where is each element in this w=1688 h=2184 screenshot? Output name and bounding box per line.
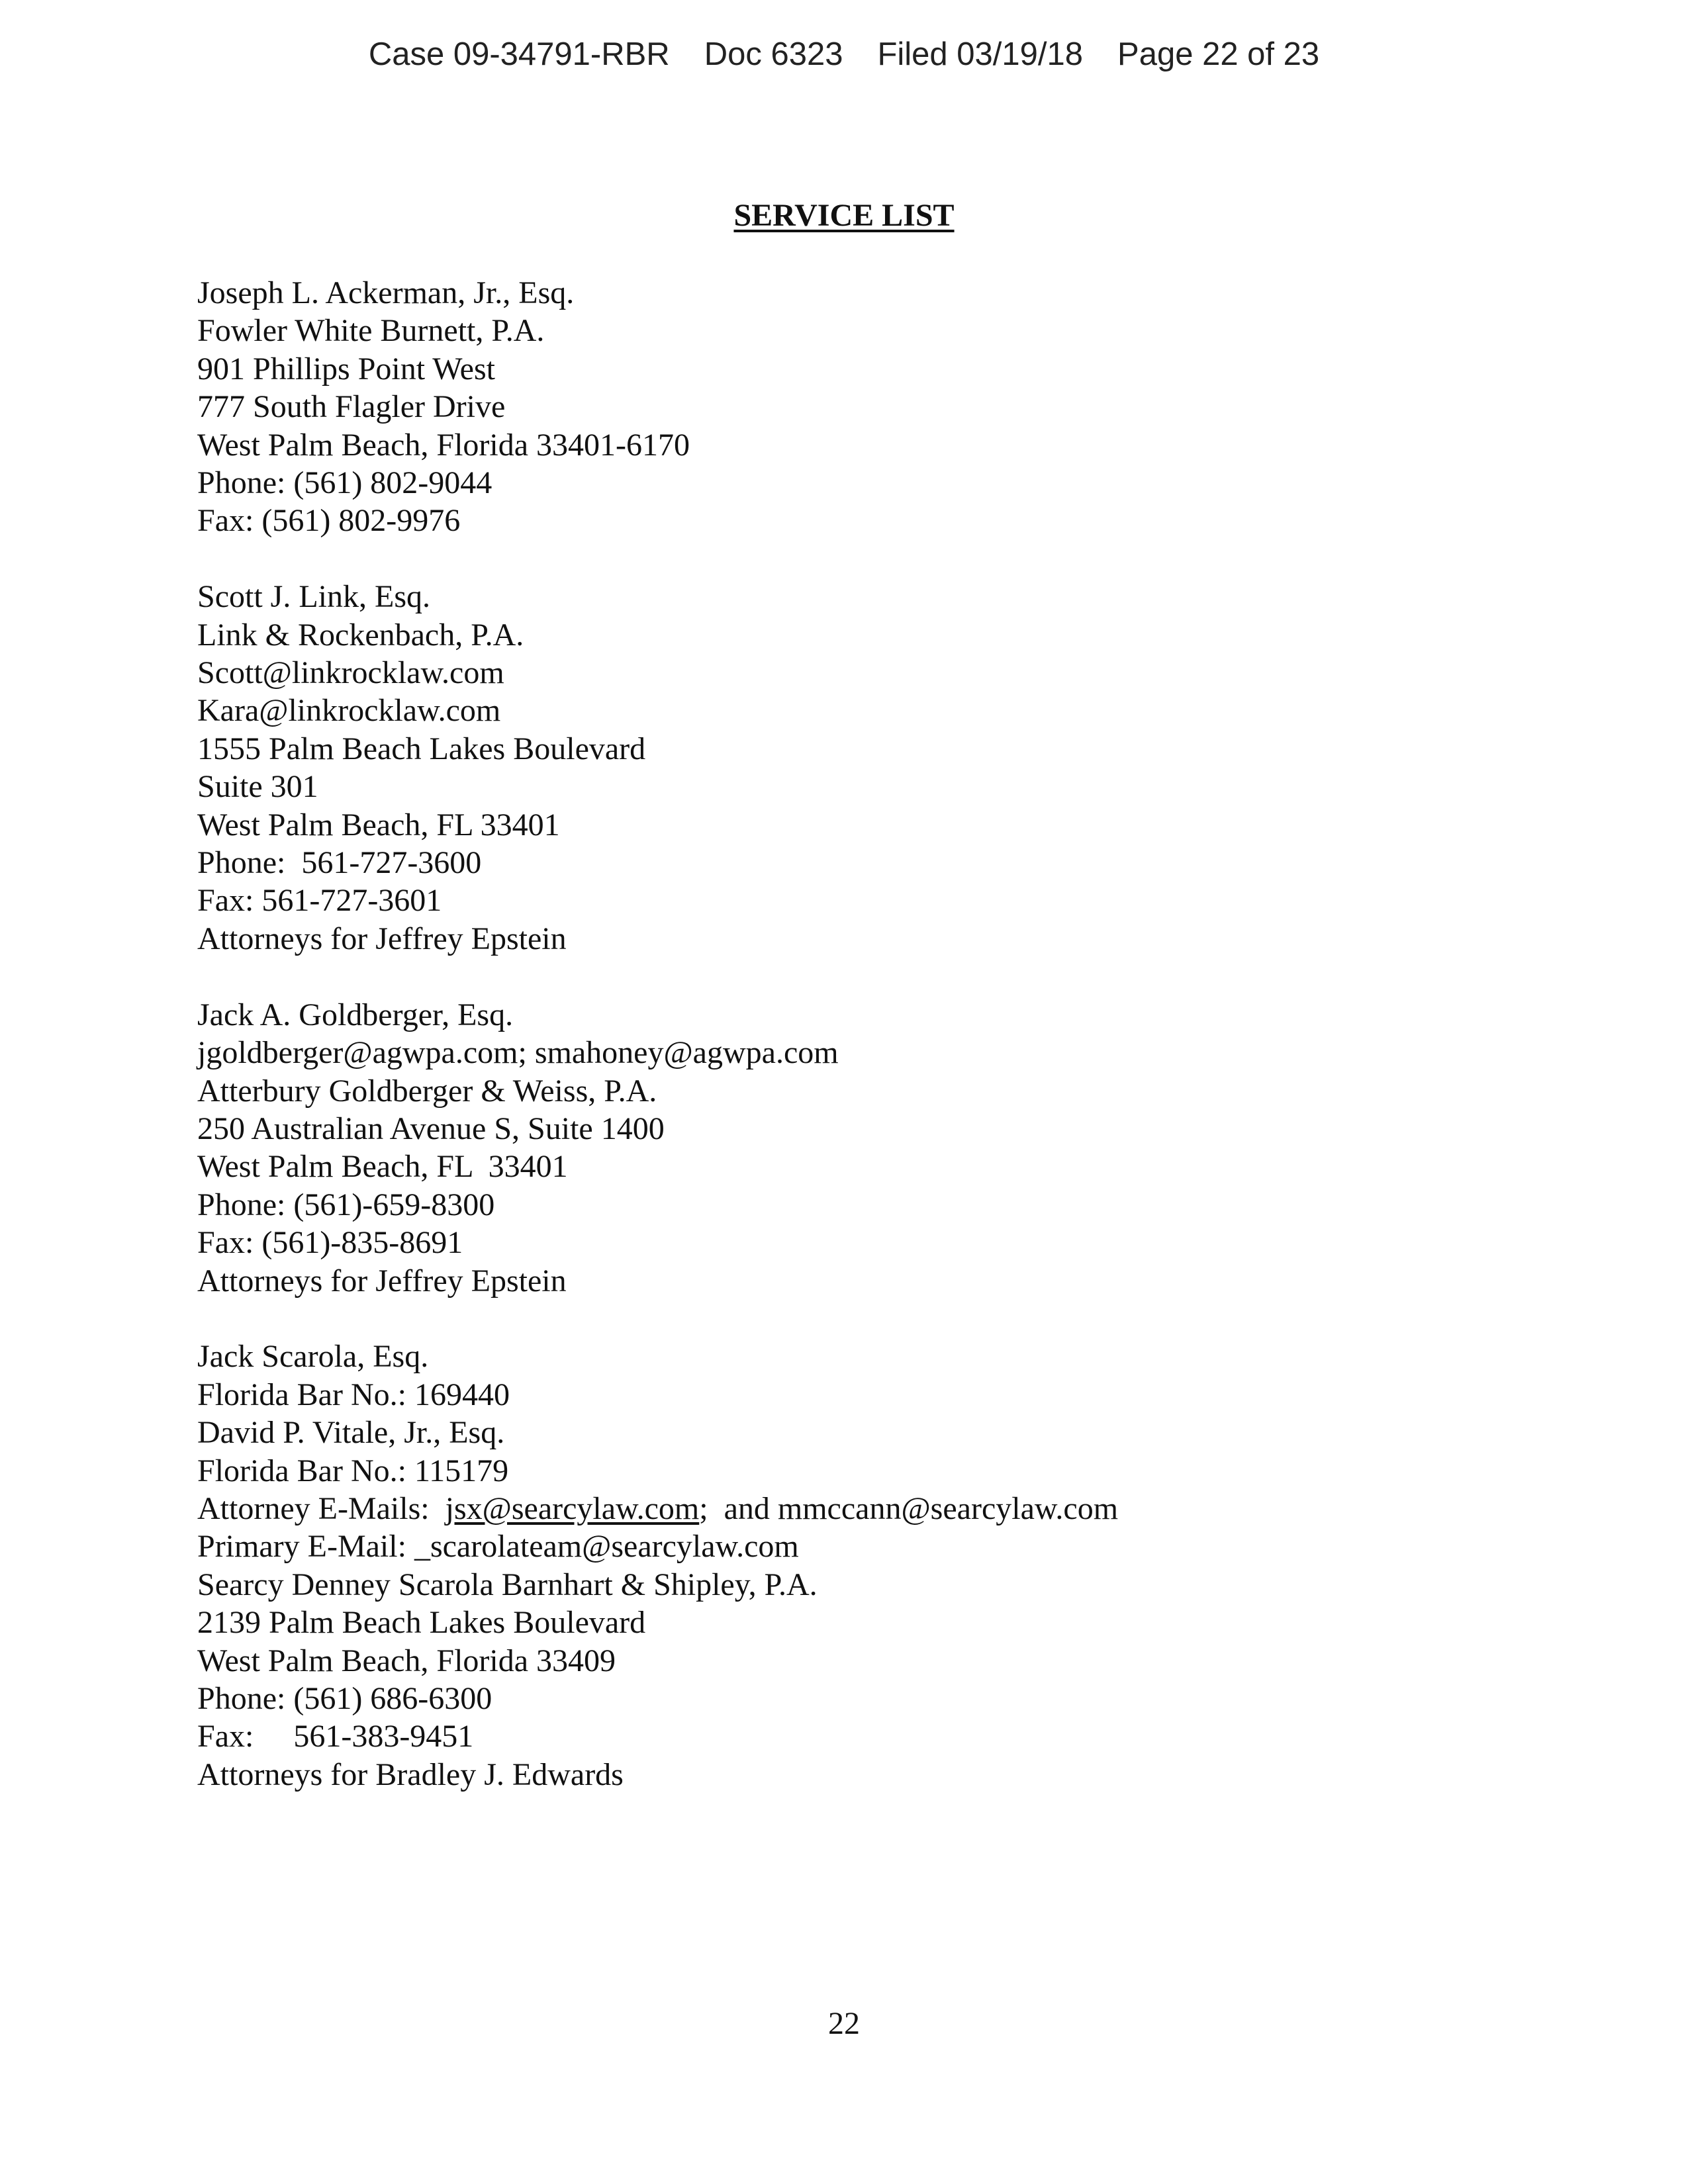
entry-line: Attorneys for Bradley J. Edwards — [197, 1756, 624, 1792]
case-number: Case 09-34791-RBR — [368, 36, 670, 72]
entry-line: West Palm Beach, FL 33401 — [197, 1149, 568, 1185]
entry-line: Scott@linkrocklaw.com — [197, 655, 504, 691]
entry-line: Atterbury Goldberger & Weiss, P.A. — [197, 1073, 657, 1109]
page-count: Page 22 of 23 — [1117, 36, 1320, 72]
entry-line: Scott J. Link, Esq. — [197, 579, 431, 615]
entry-line: Florida Bar No.: 169440 — [197, 1377, 510, 1412]
entry-line: 901 Phillips Point West — [197, 351, 495, 387]
entry-line: 2139 Palm Beach Lakes Boulevard — [197, 1605, 646, 1641]
entry-line: West Palm Beach, Florida 33409 — [197, 1643, 616, 1678]
entry-line: Fax: (561)-835-8691 — [197, 1225, 463, 1261]
entry-line: Fax: 561-383-9451 — [197, 1719, 474, 1754]
attorney-emails-line — [197, 1490, 1521, 1527]
service-list — [197, 274, 1521, 1832]
entry-line: West Palm Beach, FL 33401 — [197, 807, 560, 842]
entry-line: Phone: 561-727-3600 — [197, 845, 482, 881]
entry-line: Joseph L. Ackerman, Jr., Esq. — [197, 275, 575, 310]
case-header — [0, 36, 1688, 73]
service-entry-scarola — [197, 1338, 1521, 1794]
service-entry-goldberger — [197, 996, 1521, 1300]
entry-line: Jack Scarola, Esq. — [197, 1339, 429, 1375]
entry-line: 250 Australian Avenue S, Suite 1400 — [197, 1111, 665, 1146]
entry-line: Florida Bar No.: 115179 — [197, 1453, 509, 1488]
entry-line: Attorneys for Jeffrey Epstein — [197, 921, 567, 956]
page-number: 22 — [828, 2006, 860, 2041]
service-entry-ackerman — [197, 274, 1521, 540]
entry-line: Fax: (561) 802-9976 — [197, 503, 461, 539]
entry-line: David P. Vitale, Jr., Esq. — [197, 1415, 505, 1451]
page-title: SERVICE LIST — [733, 198, 955, 233]
emails-suffix: ; and mmccann@searcylaw.com — [699, 1490, 1119, 1526]
entry-line: Phone: (561) 802-9044 — [197, 465, 492, 501]
filed-date: Filed 03/19/18 — [877, 36, 1084, 72]
entry-line: West Palm Beach, Florida 33401-6170 — [197, 427, 690, 463]
doc-number: Doc 6323 — [704, 36, 843, 72]
entry-line: Suite 301 — [197, 769, 318, 805]
entry-line: Primary E-Mail: _scarolateam@searcylaw.com — [197, 1529, 799, 1565]
entry-line: jgoldberger@agwpa.com; smahoney@agwpa.com — [197, 1035, 839, 1071]
entry-line: Fowler White Burnett, P.A. — [197, 313, 545, 349]
emails-prefix: Attorney E-Mails: — [197, 1490, 445, 1526]
entry-line: Searcy Denney Scarola Barnhart & Shipley, P.A. — [197, 1567, 818, 1602]
entry-line: Kara@linkrocklaw.com — [197, 693, 501, 729]
entry-line: Phone: (561) 686-6300 — [197, 1680, 492, 1716]
entry-line: 777 South Flagler Drive — [197, 389, 506, 425]
email-link[interactable]: jsx@searcylaw.com — [445, 1490, 700, 1526]
entry-line: Link & Rockenbach, P.A. — [197, 617, 524, 653]
entry-line: 1555 Palm Beach Lakes Boulevard — [197, 731, 646, 766]
entry-line: Phone: (561)-659-8300 — [197, 1187, 495, 1222]
entry-line: Attorneys for Jeffrey Epstein — [197, 1263, 567, 1298]
entry-line: Fax: 561-727-3601 — [197, 883, 442, 919]
entry-line: Jack A. Goldberger, Esq. — [197, 997, 514, 1032]
service-entry-link — [197, 578, 1521, 958]
